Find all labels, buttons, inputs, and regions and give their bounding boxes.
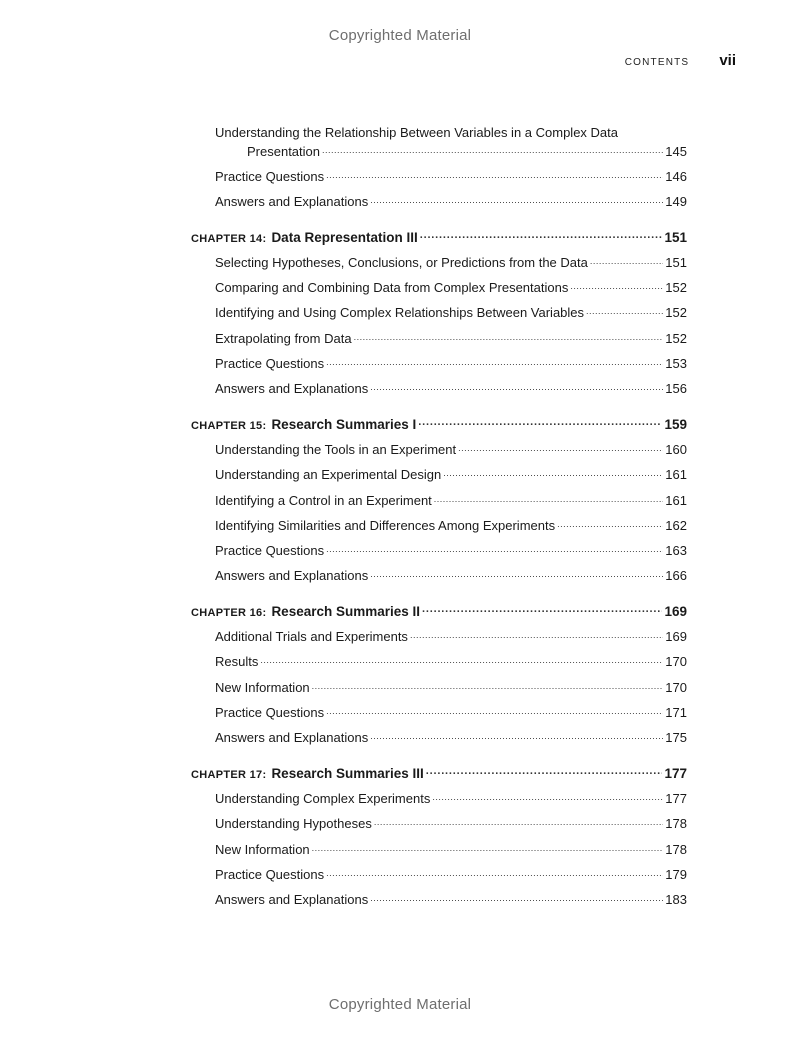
toc-entry-label: Understanding the Tools in an Experiment (215, 442, 457, 457)
toc-entry[interactable] (215, 790, 687, 808)
toc-entry-page: 178 (665, 842, 687, 857)
toc-entry[interactable] (215, 866, 687, 884)
toc-entry-page: 170 (665, 680, 687, 695)
dot-leader (260, 656, 663, 666)
toc-entry-label: New Information (215, 842, 310, 857)
toc-entry-label: Practice Questions (215, 543, 325, 558)
chapter-page: 177 (664, 766, 687, 781)
chapter-page: 169 (664, 604, 687, 619)
toc-entry-label: New Information (215, 680, 310, 695)
toc-entry-page: 175 (665, 730, 687, 745)
toc-entry[interactable] (215, 729, 687, 747)
toc-entry-page: 177 (665, 791, 687, 806)
toc-entry[interactable] (215, 355, 687, 373)
toc-entry-continuation[interactable] (247, 143, 687, 161)
toc-entry-page: 166 (665, 568, 687, 583)
toc-entry-page: 152 (665, 305, 687, 320)
chapter-title: Data Representation III (271, 230, 418, 245)
toc-entry-label: Practice Questions (215, 169, 325, 184)
toc-entry-page: 149 (665, 194, 687, 209)
chapter-title: Research Summaries I (271, 417, 417, 432)
dot-leader (570, 282, 663, 292)
toc-entry-label: Answers and Explanations (215, 568, 369, 583)
dot-leader (326, 707, 663, 717)
toc-entry-label: Understanding the Relationship Between Variables in a Complex Data (215, 125, 618, 140)
dot-leader (370, 196, 663, 206)
toc-entry[interactable] (215, 330, 687, 348)
toc-entry-page: 146 (665, 169, 687, 184)
toc-entry-label: Answers and Explanations (215, 381, 369, 396)
dot-leader (326, 358, 663, 368)
toc-entry-label: Understanding Complex Experiments (215, 791, 431, 806)
toc-entry[interactable] (215, 704, 687, 722)
toc-entry-label: Identifying and Using Complex Relationships Between Variables (215, 305, 585, 320)
dot-leader (370, 894, 663, 904)
toc-entry-page: 178 (665, 816, 687, 831)
toc-entry[interactable] (215, 891, 687, 909)
chapter-heading-17[interactable] (191, 765, 687, 784)
dot-leader (326, 869, 663, 879)
toc-entry[interactable] (215, 441, 687, 459)
toc-entry-label: Answers and Explanations (215, 194, 369, 209)
chapter-number: CHAPTER 17: (191, 769, 267, 781)
chapter-page: 151 (664, 230, 687, 245)
toc-entry-page: 161 (665, 493, 687, 508)
toc-entry-page: 151 (665, 255, 687, 270)
toc-entry-label: Identifying a Control in an Experiment (215, 493, 432, 508)
dot-leader (326, 171, 663, 181)
toc-entry-page: 156 (665, 381, 687, 396)
toc-entry-label: Practice Questions (215, 867, 325, 882)
toc-entry-page: 169 (665, 629, 687, 644)
toc-entry-page: 183 (665, 892, 687, 907)
toc-entry[interactable] (215, 815, 687, 833)
chapter-number: CHAPTER 16: (191, 607, 267, 619)
copyright-watermark-bottom: Copyrighted Material (328, 996, 472, 1013)
toc-entry[interactable] (215, 567, 687, 585)
toc-entry-page: 179 (665, 867, 687, 882)
toc-entry[interactable] (215, 517, 687, 535)
toc-entry[interactable] (215, 679, 687, 697)
chapter-heading-15[interactable] (191, 416, 687, 435)
toc-entry-label: Extrapolating from Data (215, 331, 352, 346)
toc-entry-page: 161 (665, 467, 687, 482)
dot-leader (370, 570, 663, 580)
chapter-number: CHAPTER 14: (191, 233, 267, 245)
toc-entry[interactable] (215, 254, 687, 272)
toc-entry-label: Identifying Similarities and Differences Among Experiments (215, 518, 556, 533)
dot-leader (432, 793, 663, 803)
toc-entry-page: 170 (665, 654, 687, 669)
dot-leader (370, 383, 663, 393)
dot-leader (443, 469, 663, 479)
toc-entry-page: 145 (665, 144, 687, 159)
dot-leader (410, 631, 663, 641)
toc-entry-label: Practice Questions (215, 705, 325, 720)
toc-entry[interactable] (215, 380, 687, 398)
toc-entry-label: Practice Questions (215, 356, 325, 371)
dot-leader (354, 333, 664, 343)
toc-entry[interactable] (215, 124, 687, 142)
toc-entry-label: Answers and Explanations (215, 892, 369, 907)
toc-entry[interactable] (215, 168, 687, 186)
dot-leader (422, 606, 662, 616)
toc-entry-page: 160 (665, 442, 687, 457)
toc-entry[interactable] (215, 653, 687, 671)
running-head (625, 52, 736, 69)
toc-entry[interactable] (215, 628, 687, 646)
dot-leader (418, 419, 662, 429)
toc-entry[interactable] (215, 304, 687, 322)
toc-entry-page: 162 (665, 518, 687, 533)
chapter-heading-14[interactable] (191, 229, 687, 248)
dot-leader (426, 768, 663, 778)
running-head-page-number: vii (719, 52, 736, 69)
toc-entry[interactable] (215, 542, 687, 560)
dot-leader (374, 818, 663, 828)
toc-entry-label: Understanding an Experimental Design (215, 467, 442, 482)
toc-entry-label: Comparing and Combining Data from Complex Presentations (215, 280, 569, 295)
toc-entry-page: 171 (665, 705, 687, 720)
toc-entry-page: 152 (665, 280, 687, 295)
toc-entry[interactable] (215, 466, 687, 484)
toc-entry-label: Presentation (247, 144, 320, 159)
toc-entry-page: 163 (665, 543, 687, 558)
dot-leader (326, 545, 663, 555)
toc-entry-label: Results (215, 654, 259, 669)
dot-leader (586, 307, 663, 317)
toc-entry[interactable] (215, 279, 687, 297)
toc-entry-page: 153 (665, 356, 687, 371)
chapter-page: 159 (664, 417, 687, 432)
chapter-title: Research Summaries II (271, 604, 421, 619)
toc-entry[interactable] (215, 492, 687, 510)
toc-entry-label: Additional Trials and Experiments (215, 629, 408, 644)
toc-entry-page: 152 (665, 331, 687, 346)
toc-entry[interactable] (215, 841, 687, 859)
toc-entry-label: Selecting Hypotheses, Conclusions, or Predictions from the Data (215, 255, 588, 270)
running-head-section: CONTENTS (624, 57, 690, 68)
dot-leader (420, 232, 663, 242)
toc-entry-label: Answers and Explanations (215, 730, 369, 745)
dot-leader (458, 444, 663, 454)
dot-leader (312, 682, 664, 692)
toc-entry[interactable] (215, 193, 687, 211)
dot-leader (590, 257, 663, 267)
dot-leader (370, 732, 663, 742)
dot-leader (434, 495, 664, 505)
dot-leader (322, 146, 663, 156)
dot-leader (557, 520, 663, 530)
chapter-number: CHAPTER 15: (191, 420, 267, 432)
copyright-watermark-top: Copyrighted Material (328, 27, 472, 44)
chapter-heading-16[interactable] (191, 603, 687, 622)
chapter-title: Research Summaries III (271, 766, 424, 781)
toc-entry-label: Understanding Hypotheses (215, 816, 372, 831)
dot-leader (312, 844, 664, 854)
